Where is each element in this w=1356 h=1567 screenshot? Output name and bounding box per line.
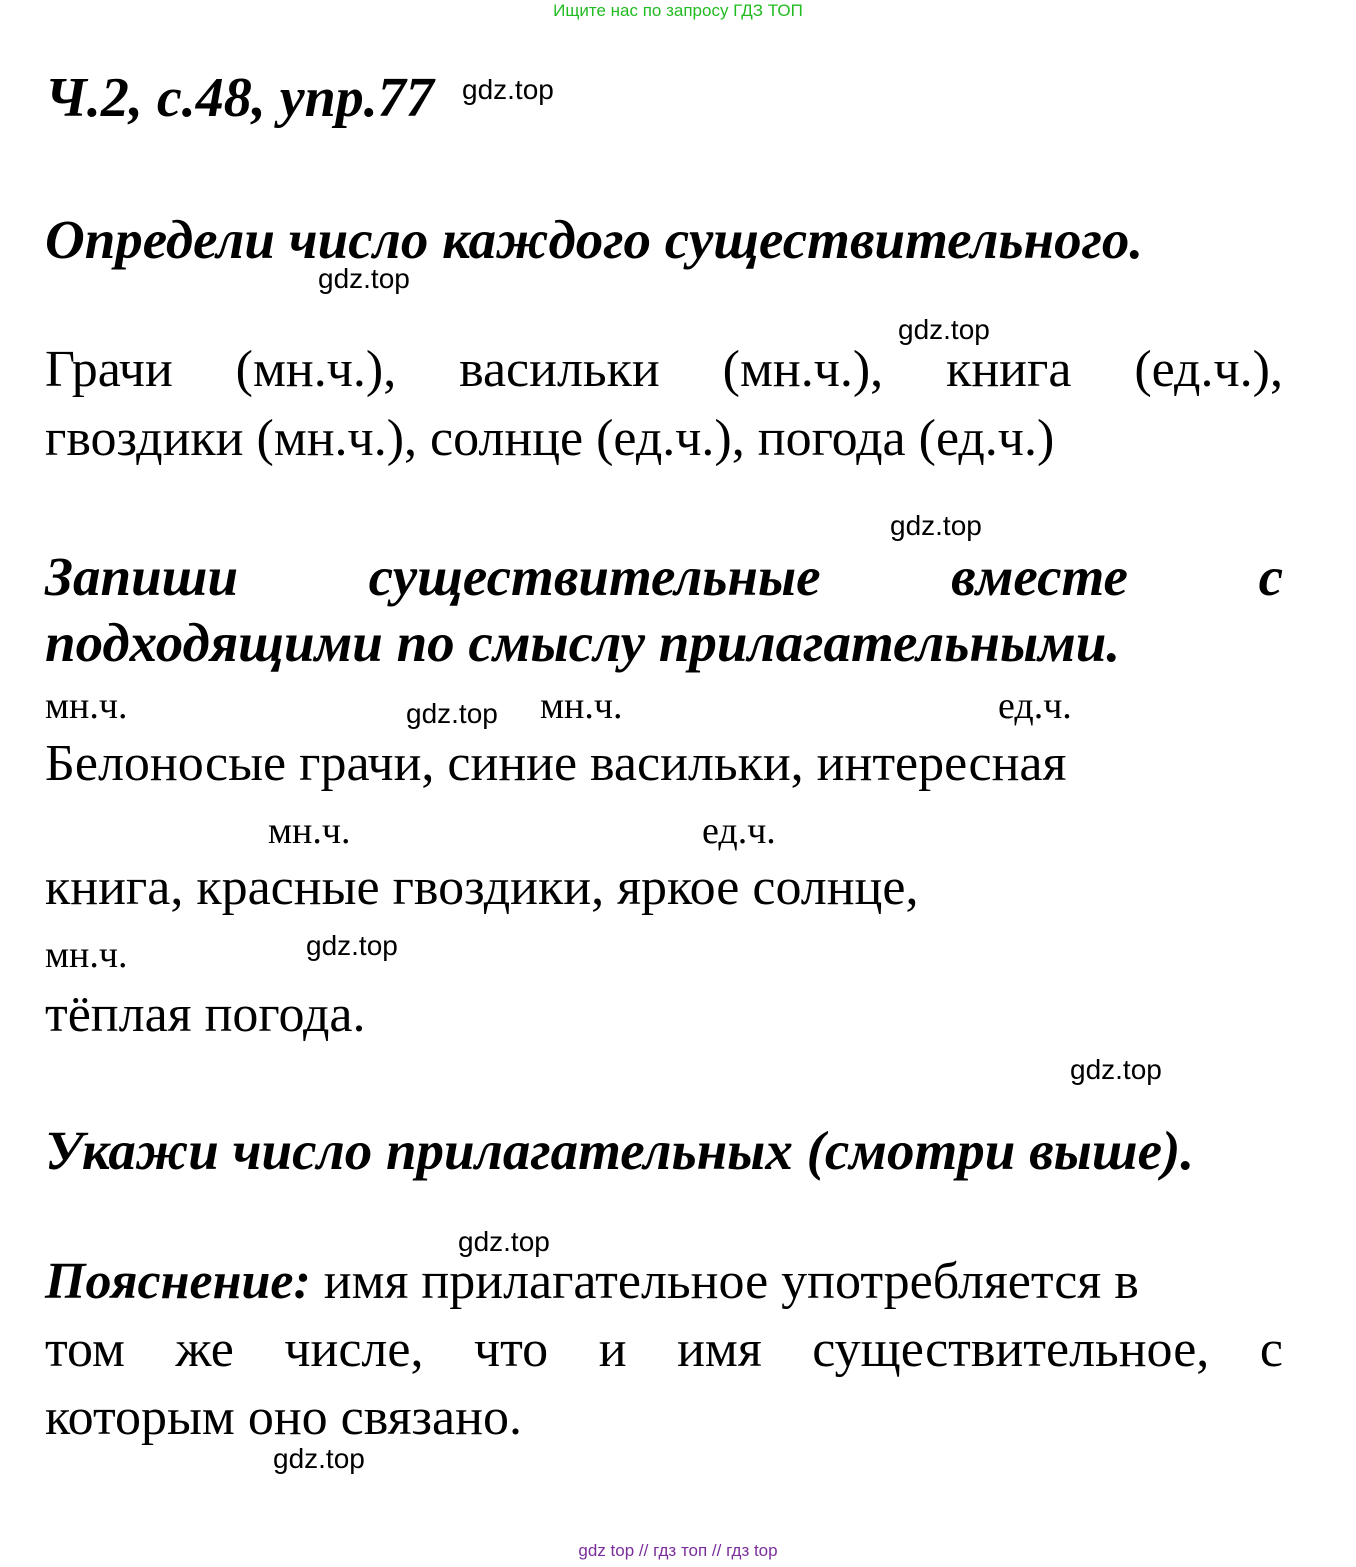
word: и [598, 1321, 627, 1378]
watermark: gdz.top [898, 314, 990, 345]
number-label: мн.ч. [268, 810, 351, 852]
word: числе, [284, 1321, 424, 1378]
task2-line3: тёплая погода. [45, 986, 366, 1043]
task3-heading: Укажи число прилагательных (смотри выше). [45, 1120, 1195, 1181]
word: существительные [368, 546, 821, 607]
explanation-text: имя прилагательное употребляется в [323, 1253, 1139, 1310]
word: имя [677, 1321, 762, 1378]
word: (ед.ч.), [1134, 341, 1283, 398]
word: же [175, 1321, 234, 1378]
word: с [1258, 546, 1283, 607]
watermark: gdz.top [1070, 1054, 1162, 1085]
watermark: gdz.top [890, 510, 982, 541]
watermark: gdz.top [458, 1226, 550, 1257]
task2-heading-line1 [45, 545, 1283, 608]
task2-line1: Белоносые грачи, синие васильки, интересная [45, 735, 1067, 792]
watermark: gdz.top [318, 263, 410, 294]
word: Запиши [45, 546, 239, 607]
word: что [473, 1321, 549, 1378]
top-banner[interactable]: Ищите нас по запросу ГДЗ ТОП [553, 1, 803, 20]
footer-links[interactable]: gdz top // гдз топ // гдз top [578, 1541, 778, 1560]
number-label: мн.ч. [540, 685, 623, 727]
watermark: gdz.top [462, 74, 554, 105]
number-label: мн.ч. [45, 685, 128, 727]
number-label: ед.ч. [998, 685, 1072, 727]
task1-line1 [45, 340, 1283, 399]
explanation-line3: которым оно связано. [45, 1389, 522, 1446]
word: книга [946, 341, 1072, 398]
explanation-line2 [45, 1320, 1283, 1379]
watermark: gdz.top [406, 698, 498, 729]
word: том [45, 1321, 125, 1378]
task1-heading: Определи число каждого существительного. [45, 209, 1144, 270]
word: Грачи [45, 341, 173, 398]
word: существительное, [812, 1321, 1210, 1378]
word: (мн.ч.), [722, 341, 884, 398]
watermark: gdz.top [273, 1443, 365, 1474]
word: вместе [951, 546, 1128, 607]
number-label: ед.ч. [702, 810, 776, 852]
task1-line2: гвоздики (мн.ч.), солнце (ед.ч.), погода (ед.ч.) [45, 410, 1055, 467]
page-title: Ч.2, с.48, упр.77 [45, 67, 434, 129]
watermark: gdz.top [306, 930, 398, 961]
word: (мн.ч.), [235, 341, 397, 398]
task2-heading-line2: подходящими по смыслу прилагательными. [45, 612, 1121, 673]
explanation-lead: Пояснение: [45, 1253, 311, 1310]
task2-line2: книга, красные гвоздики, яркое солнце, [45, 859, 919, 916]
number-label: мн.ч. [45, 934, 128, 976]
explanation-line1 [45, 1252, 1139, 1311]
word: васильки [459, 341, 660, 398]
word: с [1259, 1321, 1283, 1378]
